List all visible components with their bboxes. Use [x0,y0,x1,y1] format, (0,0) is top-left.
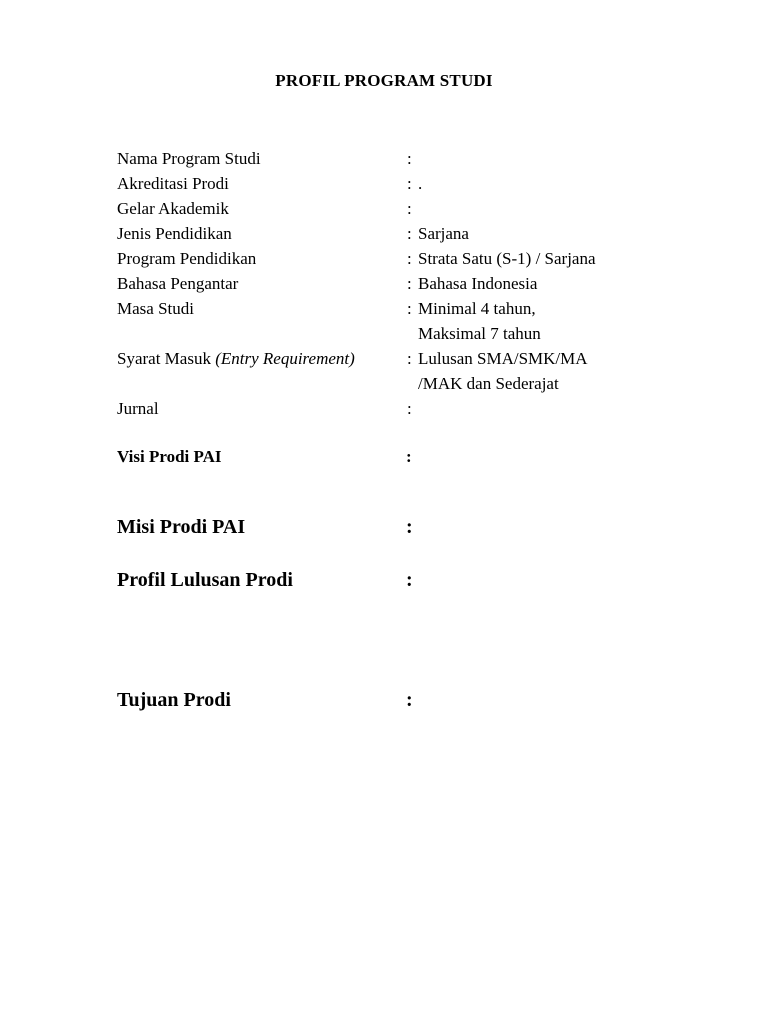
section-heading: Tujuan Prodi [117,689,231,711]
field-colon: : [407,274,412,293]
field-value: . [418,174,423,193]
field-colon: : [407,224,412,243]
field-label: Gelar Akademik [117,199,229,218]
field-value-continuation: /MAK dan Sederajat [418,374,559,393]
field-colon: : [407,349,412,368]
field-value: Sarjana [418,224,469,243]
field-colon: : [407,199,412,218]
field-value: Minimal 4 tahun, [418,299,536,318]
field-value-continuation: Maksimal 7 tahun [418,324,541,343]
section-heading: Misi Prodi PAI [117,516,246,538]
field-label: Masa Studi [117,299,194,318]
field-label-text: Syarat Masuk [117,349,211,368]
section-colon: : [406,447,412,466]
field-label-italic: (Entry Requirement) [215,349,355,368]
field-value: Lulusan SMA/SMK/MA [418,349,588,368]
section-colon: : [406,689,413,711]
field-colon: : [407,399,412,418]
section-heading: Profil Lulusan Prodi [117,569,293,591]
section-heading: Visi Prodi PAI [117,447,222,466]
field-colon: : [407,249,412,268]
field-label: Nama Program Studi [117,149,261,168]
field-value: Strata Satu (S-1) / Sarjana [418,249,596,268]
field-label [117,349,355,369]
field-label: Jurnal [117,399,159,418]
field-colon: : [407,174,412,193]
field-label: Akreditasi Prodi [117,174,229,193]
field-colon: : [407,149,412,168]
field-value: Bahasa Indonesia [418,274,538,293]
field-colon: : [407,299,412,318]
document-title: PROFIL PROGRAM STUDI [275,71,493,90]
field-label: Jenis Pendidikan [117,224,232,243]
field-label: Program Pendidikan [117,249,257,268]
section-colon: : [406,516,413,538]
field-label: Bahasa Pengantar [117,274,239,293]
section-colon: : [406,569,413,591]
